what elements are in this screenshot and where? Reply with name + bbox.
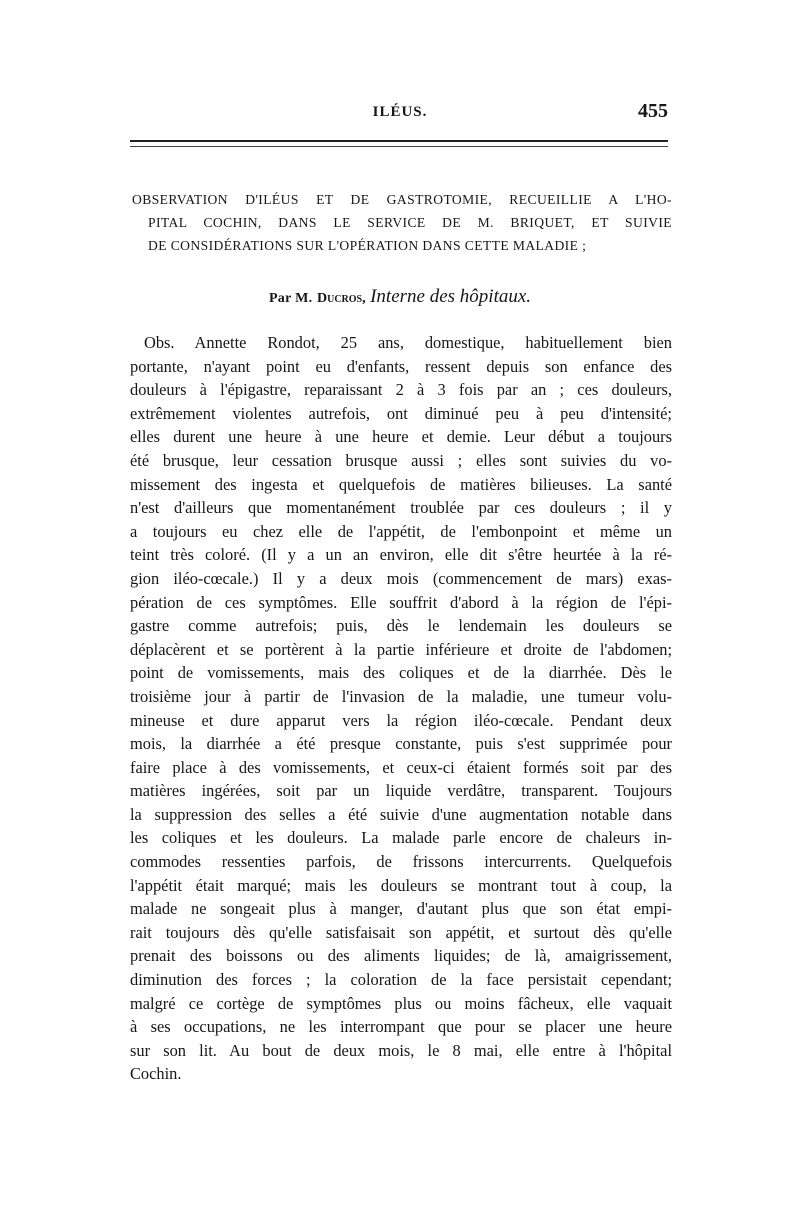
running-title: ILÉUS. bbox=[372, 104, 428, 120]
text-line: extrêmement violentes autrefois, ont diminué peu à peu d'intensité; bbox=[130, 403, 672, 423]
text-line: mineuse et dure apparut vers la région iléo-cœcale. Pendant deux bbox=[130, 710, 672, 730]
text-line: malgré ce cortège de symptômes plus ou moins fâcheux, elle vaquait bbox=[130, 993, 672, 1013]
text-line: déplacèrent et se portèrent à la partie inférieure et droite de l'abdomen; bbox=[130, 639, 672, 659]
text-line: a toujours eu chez elle de l'appétit, de l'embonpoint et même un bbox=[130, 521, 672, 541]
text-line: Obs. Annette Rondot, 25 ans, domestique, habituellement bien bbox=[144, 333, 672, 352]
text-line: pération de ces symptômes. Elle souffrit d'abord à la région de l'épi- bbox=[130, 592, 672, 612]
byline-par: Par M. bbox=[268, 291, 313, 306]
header-rule-thick bbox=[130, 140, 668, 142]
text-line: point de vomissements, mais des coliques et de la diarrhée. Dès le bbox=[130, 663, 672, 683]
text-line: portante, n'ayant point eu d'enfants, ressent depuis son enfance des bbox=[130, 356, 672, 376]
text-line: teint très coloré. (Il y a un an environ, elle dit s'être heurtée à la ré- bbox=[130, 545, 672, 565]
byline bbox=[130, 286, 670, 308]
heading-line: PITAL COCHIN, DANS LE SERVICE DE M. BRIQUET, ET SUIVIE bbox=[148, 215, 672, 230]
text-line: elles durent une heure à une heure et demie. Leur début a toujours bbox=[130, 427, 672, 447]
text-line: rait toujours dès qu'elle satisfaisait son appétit, et surtout dès qu'elle bbox=[130, 922, 672, 942]
header-rule-thin bbox=[130, 146, 668, 147]
text-line: diminution des forces ; la coloration de la face persistait cependant; bbox=[130, 970, 672, 990]
text-line: gion iléo-cœcale.) Il y a deux mois (commencement de mars) exas- bbox=[130, 568, 672, 588]
body-text bbox=[130, 331, 672, 1086]
text-line: la suppression des selles a été suivie d'une augmentation notable dans bbox=[130, 804, 672, 824]
running-head bbox=[130, 100, 670, 124]
text-line: troisième jour à partir de l'invasion de la maladie, une tumeur volu- bbox=[130, 686, 672, 706]
text-line: Cochin. bbox=[130, 1064, 182, 1084]
text-line: les coliques et les douleurs. La malade parle encore de chaleurs in- bbox=[130, 828, 672, 848]
heading-line: DE CONSIDÉRATIONS SUR L'OPÉRATION DANS CETTE MALADIE ; bbox=[148, 238, 587, 253]
text-line: matières ingérées, soit par un liquide verdâtre, transparent. Toujours bbox=[130, 781, 672, 801]
text-line: gastre comme autrefois; puis, dès le lendemain les douleurs se bbox=[130, 616, 672, 636]
text-line: faire place à des vomissements, et ceux-ci étaient formés soit par des bbox=[130, 757, 672, 777]
text-line: mois, la diarrhée a été presque constante, puis s'est supprimée pour bbox=[130, 734, 672, 754]
text-line: missement des ingesta et quelquefois de matières bilieuses. La santé bbox=[130, 474, 672, 494]
text-line: été brusque, leur cessation brusque aussi ; elles sont suivies du vo- bbox=[130, 450, 672, 470]
text-line: douleurs à l'épigastre, reparaissant 2 à 3 fois par an ; ces douleurs, bbox=[130, 380, 672, 400]
text-line: n'est d'ailleurs que momentanément troublée par ces douleurs ; il y bbox=[130, 498, 672, 518]
text-line: prenait des boissons ou des aliments liquides; de là, amaigrissement, bbox=[130, 946, 672, 966]
heading-line: OBSERVATION D'ILÉUS ET DE GASTROTOMIE, RECUEILLIE A L'HO- bbox=[132, 192, 672, 207]
byline-role: Interne des hôpitaux. bbox=[370, 286, 532, 307]
article-heading bbox=[132, 188, 672, 257]
text-line: à ses occupations, ne les interrompant que pour se placer une heure bbox=[130, 1017, 672, 1037]
byline-author: Ducros, bbox=[316, 291, 366, 306]
text-line: l'appétit était marqué; mais les douleurs se montrant tout à coup, la bbox=[130, 875, 672, 895]
text-line: malade ne songeait plus à manger, d'autant plus que son état empi- bbox=[130, 899, 672, 919]
text-line: sur son lit. Au bout de deux mois, le 8 mai, elle entre à l'hôpital bbox=[130, 1040, 672, 1060]
text-line: commodes ressenties parfois, de frissons intercurrents. Quelquefois bbox=[130, 852, 672, 872]
page-number: 455 bbox=[638, 100, 668, 122]
